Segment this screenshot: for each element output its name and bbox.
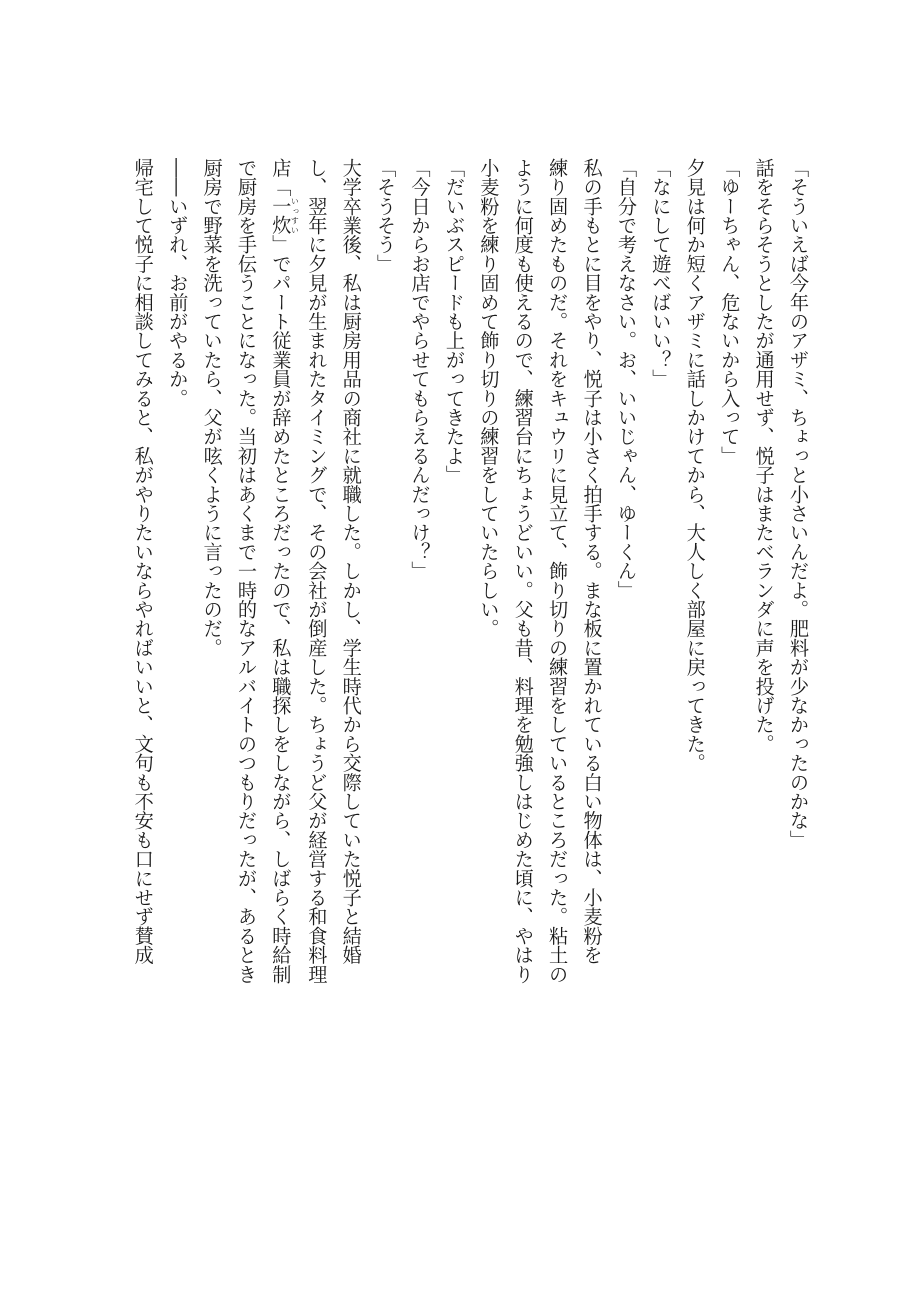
text-line: 話をそらそうとしたが通用せず、悦子はまたベランダに声を投げた。 [752, 158, 776, 754]
text-line: 私の手もとに目をやり、悦子は小さく拍手する。まな板に置かれている白い物体は、小麦粉を [580, 158, 604, 965]
text-line: ように何度も使えるので、練習台にちょうどいい。父も昔、料理を勉強しはじめた頃に、やはり [511, 158, 535, 984]
text-line: 厨房で野菜を洗っていたら、父が呟くように言ったのだ。 [200, 158, 224, 658]
text-line: 小麦粉を練り固めて飾り切りの練習をしていたらしい。 [477, 158, 501, 638]
text-line: ――いずれ、お前がやるか。 [166, 158, 190, 408]
ruby-base: 一炊 [269, 196, 293, 235]
text-line: で厨房を手伝うことになった。当初はあくまで一時的なアルバイトのつもりだったが、あるとき [235, 158, 258, 984]
text-line: 大学卒業後、私は厨房用品の商社に就職した。しかし、学生時代から交際していた悦子と結婚 [339, 158, 363, 965]
text-line: 夕見は何か短くアザミに話しかけてから、大人しく部屋に戻ってきた。 [683, 158, 707, 773]
text-line: 「だいぶスピードも上がってきたよ」 [442, 158, 466, 485]
text-line: 練り固めたものだ。それをキュウリに見立て、飾り切りの練習をしているところだった。粘土の [546, 158, 570, 984]
vertical-text-body [125, 158, 815, 1118]
text-segment: 店「 [269, 158, 293, 197]
text-line-with-ruby [263, 158, 299, 1118]
ruby-annotation [269, 196, 300, 235]
text-line: 「そうそう」 [374, 158, 398, 274]
ruby-reading: いっすい [290, 196, 300, 235]
text-line: 「自分で考えなさい。お、いいじゃん、ゆーくん」 [614, 158, 638, 600]
text-segment: 」でパート従業員が辞めたところだったので、私は職探しをしながら、しばらく時給制 [269, 234, 293, 984]
text-line: し、翌年に夕見が生まれたタイミングで、その会社が倒産した。ちょうど父が経営する和食料理 [305, 158, 329, 984]
text-line: 「なにして遊べばいい？」 [649, 158, 673, 389]
text-line: 「今日からお店でやらせてもらえるんだっけ？」 [408, 158, 432, 581]
text-line: 「そういえば今年のアザミ、ちょっと小さいんだよ。肥料が少なかったのかな」 [787, 158, 810, 850]
text-line: 「ゆーちゃん、危ないから入って」 [718, 158, 742, 466]
text-line: 帰宅して悦子に相談してみると、私がやりたいならやればいいと、文句も不安も口にせず賛成 [131, 158, 155, 965]
